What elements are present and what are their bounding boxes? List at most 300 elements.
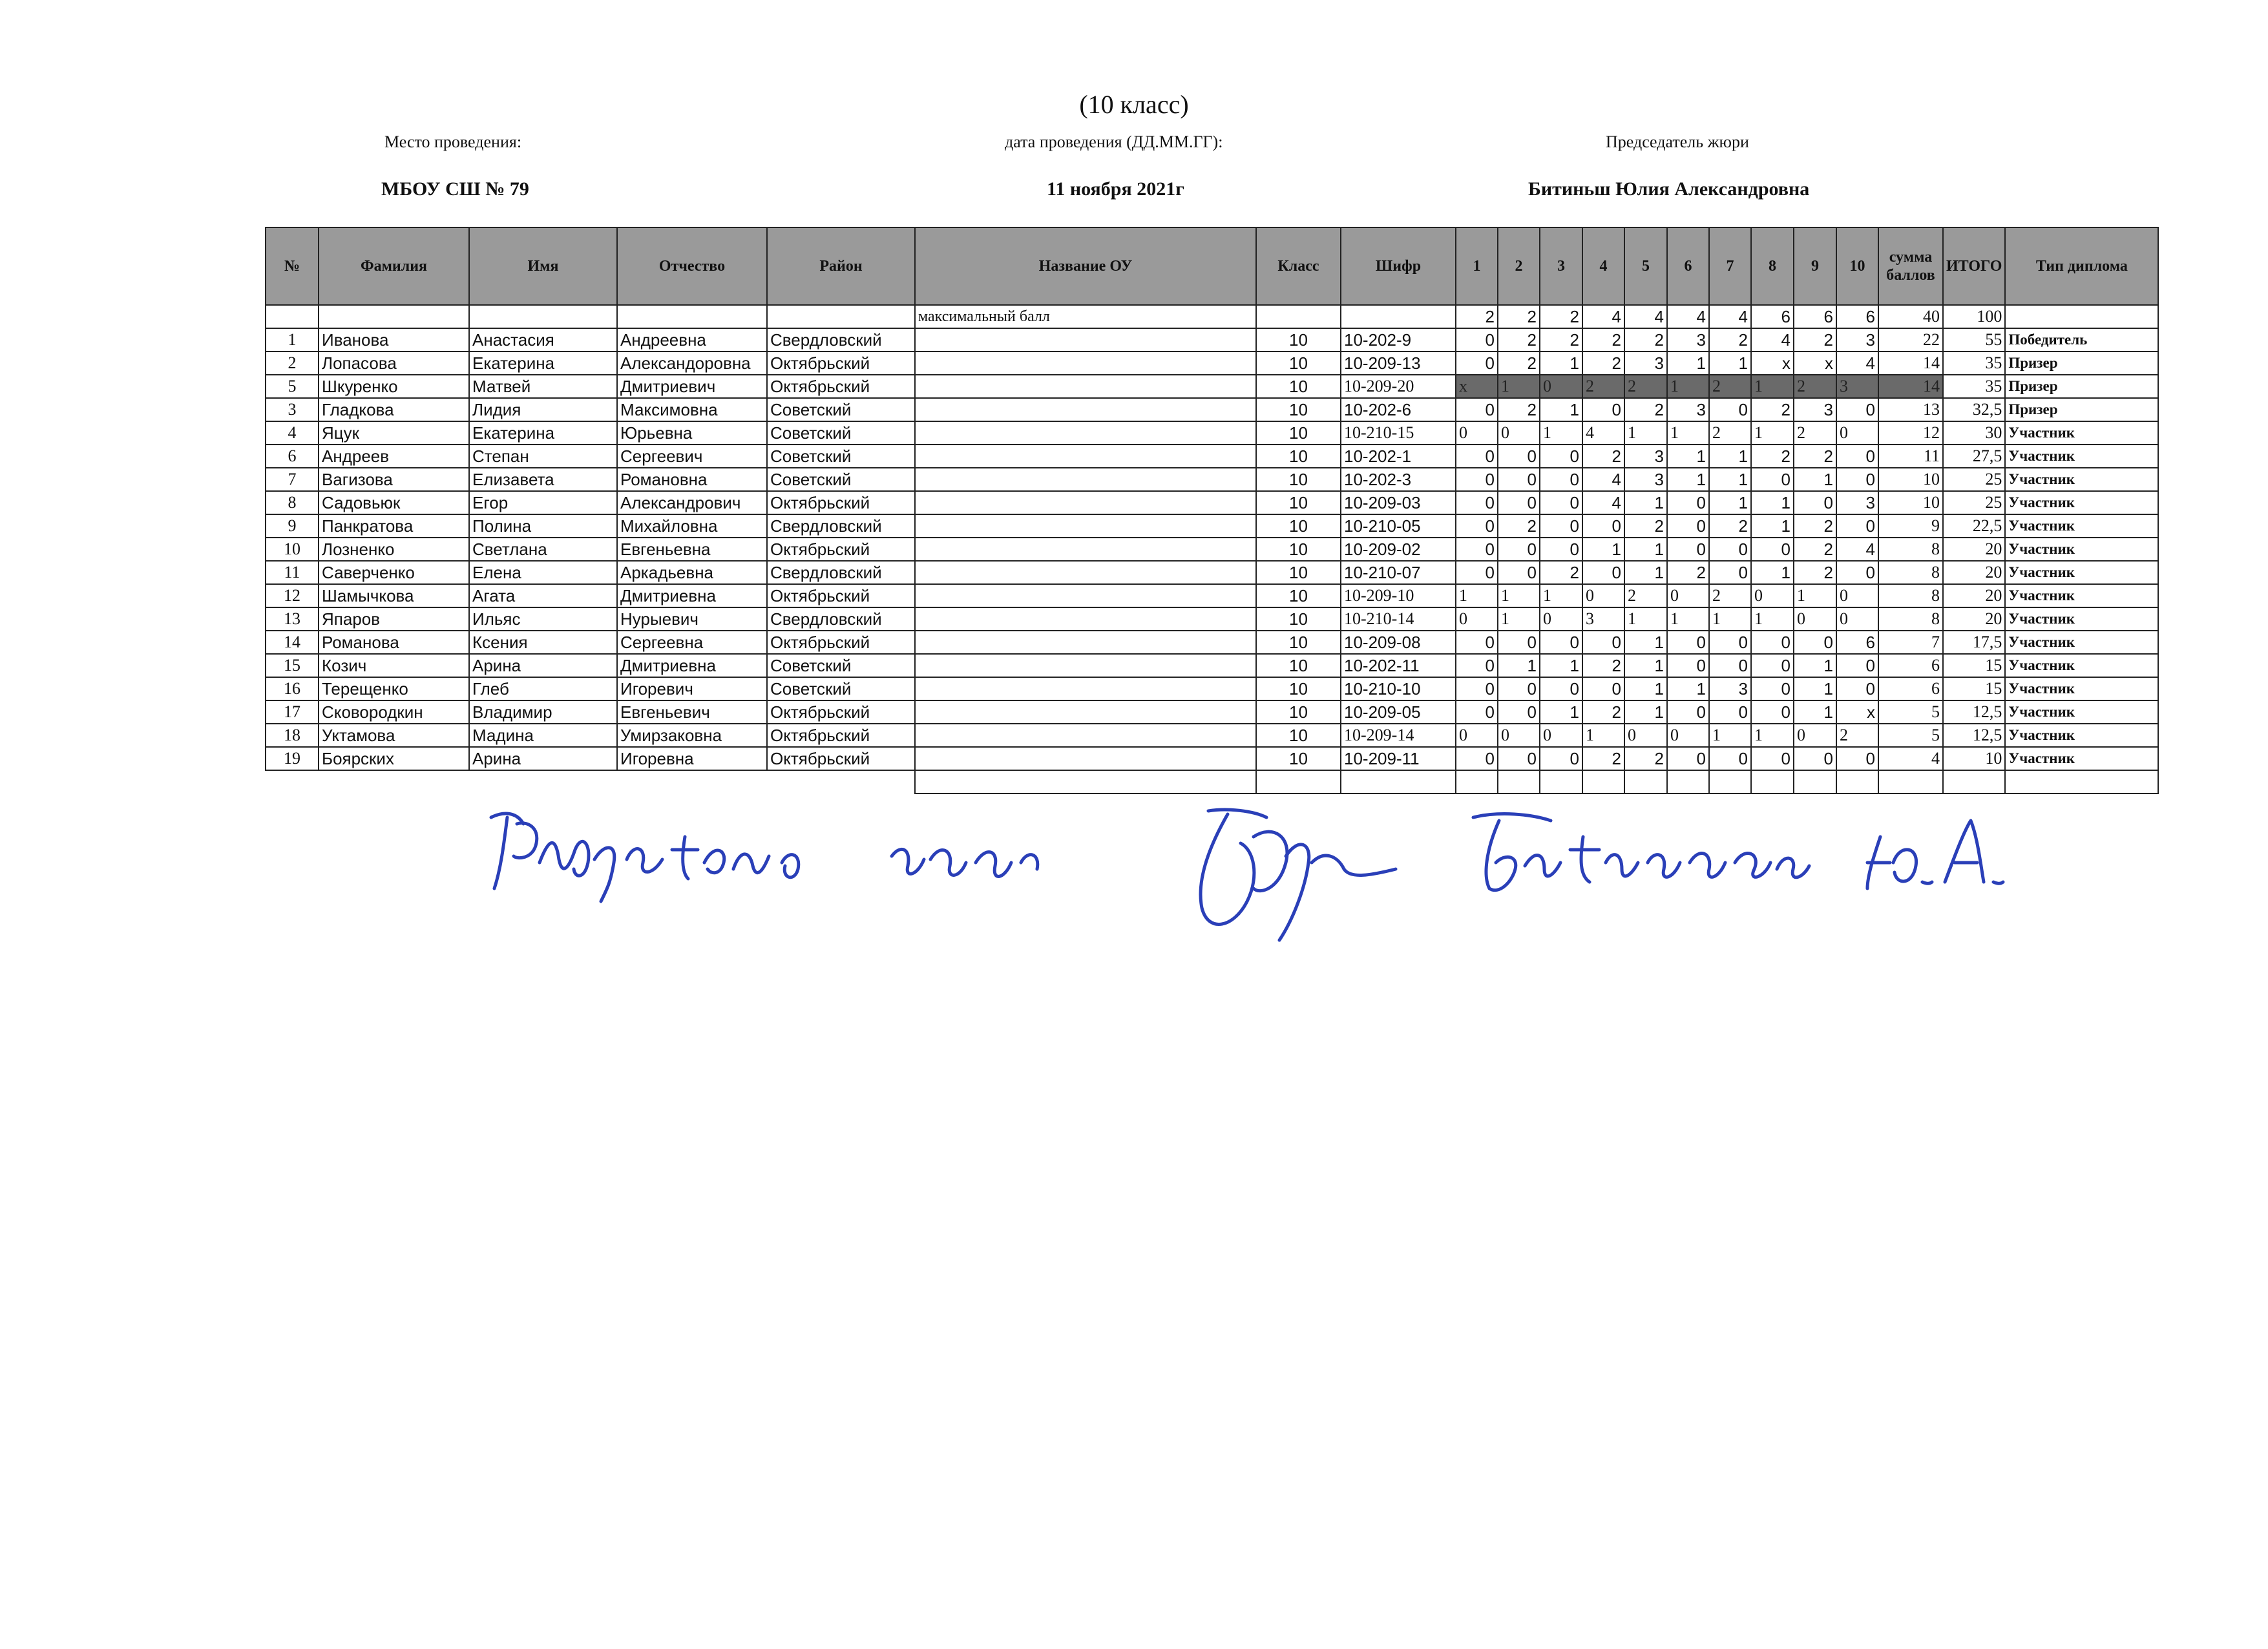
diploma-cell: Участник [2005,421,2158,445]
score-cell: 1 [1667,375,1709,398]
patronymic-cell: Максимовна [617,398,767,421]
score-cell: 2 [1498,328,1540,352]
column-header: Район [767,227,915,305]
score-cell: 0 [1667,514,1709,538]
column-header: Фамилия [319,227,469,305]
total-cell: 30 [1943,421,2005,445]
diploma-cell: Участник [2005,584,2158,607]
total-cell: 25 [1943,491,2005,514]
date-label: дата проведения (ДД.ММ.ГГ): [1005,132,1223,151]
total-cell: 20 [1943,584,2005,607]
blank-cell [469,770,617,793]
sum-cell: 14 [1878,352,1943,375]
score-cell: 4 [1751,328,1794,352]
patronymic-cell: Игоревна [617,747,767,770]
name-cell: Светлана [469,538,617,561]
score-cell: 1 [1498,375,1540,398]
grade-cell: 10 [1256,561,1341,584]
score-cell: 0 [1836,747,1878,770]
school-cell [915,677,1256,700]
score-cell: 2 [1667,561,1709,584]
score-cell: 0 [1667,491,1709,514]
score-cell: 4 [1582,421,1624,445]
column-header: 10 [1836,227,1878,305]
diploma-cell: Участник [2005,491,2158,514]
score-cell: 3 [1624,445,1667,468]
score-cell: 0 [1456,747,1498,770]
score-cell: 2 [1540,328,1582,352]
code-cell: 10-209-20 [1341,375,1456,398]
score-cell: 0 [1751,584,1794,607]
score-cell: 1 [1498,607,1540,631]
table-row [266,445,2158,468]
score-cell: 2 [1794,375,1836,398]
surname-cell: Шкуренко [319,375,469,398]
diploma-cell: Участник [2005,631,2158,654]
table-row [266,584,2158,607]
row-number: 5 [266,375,319,398]
table-header-row [266,227,2158,305]
score-cell: 0 [1540,631,1582,654]
school-cell [915,491,1256,514]
score-cell: 3 [1624,468,1667,491]
column-header: ИТОГО [1943,227,2005,305]
score-cell: 0 [1794,747,1836,770]
score-cell: 0 [1751,747,1794,770]
max-score-cell: 6 [1836,305,1878,328]
score-cell: 0 [1498,561,1540,584]
score-cell: 3 [1624,352,1667,375]
total-cell: 27,5 [1943,445,2005,468]
signature [478,798,2029,947]
score-cell: 0 [1498,491,1540,514]
score-cell: 2 [1582,445,1624,468]
grade-cell: 10 [1256,584,1341,607]
total-cell: 32,5 [1943,398,2005,421]
sum-cell: 8 [1878,584,1943,607]
surname-cell: Иванова [319,328,469,352]
table-row [266,561,2158,584]
score-cell: 2 [1498,352,1540,375]
total-cell: 17,5 [1943,631,2005,654]
score-cell: 1 [1667,468,1709,491]
score-cell: 2 [1582,352,1624,375]
score-cell: 1 [1709,491,1751,514]
score-cell: 0 [1836,584,1878,607]
max-total-cell: 100 [1943,305,2005,328]
score-cell: 1 [1624,607,1667,631]
district-cell: Советский [767,468,915,491]
patronymic-cell: Сергеевич [617,445,767,468]
score-cell: 0 [1456,491,1498,514]
column-header: 3 [1540,227,1582,305]
patronymic-cell: Андреевна [617,328,767,352]
score-cell: 3 [1667,328,1709,352]
row-number: 13 [266,607,319,631]
code-cell: 10-209-08 [1341,631,1456,654]
empty-cell [1582,770,1624,793]
column-header: 4 [1582,227,1624,305]
score-cell: 1 [1582,724,1624,747]
score-cell: 0 [1794,631,1836,654]
column-header: Имя [469,227,617,305]
grade-cell: 10 [1256,328,1341,352]
score-cell: 3 [1836,491,1878,514]
score-cell: 0 [1709,631,1751,654]
sum-cell: 13 [1878,398,1943,421]
score-cell: 2 [1624,747,1667,770]
patronymic-cell: Дмитриевна [617,654,767,677]
grade-cell: 10 [1256,491,1341,514]
score-cell: 0 [1836,561,1878,584]
code-cell: 10-202-11 [1341,654,1456,677]
column-header: 8 [1751,227,1794,305]
empty-cell [319,305,469,328]
name-cell: Арина [469,654,617,677]
code-cell: 10-202-9 [1341,328,1456,352]
results-table [265,227,2159,794]
blank-cell [617,770,767,793]
surname-cell: Андреев [319,445,469,468]
patronymic-cell: Нурыевич [617,607,767,631]
score-cell: 1 [1709,724,1751,747]
score-cell: 3 [1582,607,1624,631]
score-cell: 3 [1709,677,1751,700]
district-cell: Свердловский [767,514,915,538]
diploma-cell: Участник [2005,654,2158,677]
score-cell: 2 [1751,398,1794,421]
school-cell [915,724,1256,747]
score-cell: 0 [1456,700,1498,724]
score-cell: 0 [1709,747,1751,770]
score-cell: 1 [1540,352,1582,375]
code-cell: 10-209-03 [1341,491,1456,514]
score-cell: 0 [1456,398,1498,421]
grade-cell: 10 [1256,468,1341,491]
table-row [266,654,2158,677]
code-cell: 10-202-3 [1341,468,1456,491]
score-cell: 0 [1540,607,1582,631]
score-cell: 1 [1751,421,1794,445]
diploma-cell: Участник [2005,514,2158,538]
score-cell: 2 [1498,398,1540,421]
sum-cell: 5 [1878,724,1943,747]
score-cell: 0 [1540,514,1582,538]
score-cell: 2 [1582,328,1624,352]
code-cell: 10-210-15 [1341,421,1456,445]
sum-cell: 8 [1878,561,1943,584]
score-cell: 1 [1624,421,1667,445]
column-header: № [266,227,319,305]
score-cell: 0 [1456,607,1498,631]
total-cell: 20 [1943,561,2005,584]
table-body [266,305,2158,793]
grade-cell: 10 [1256,607,1341,631]
empty-cell [915,770,1256,793]
score-cell: 0 [1456,724,1498,747]
score-cell: 0 [1498,700,1540,724]
empty-cell [1341,770,1456,793]
grade-cell: 10 [1256,700,1341,724]
score-cell: 4 [1582,468,1624,491]
table-row [266,375,2158,398]
score-cell: 0 [1709,654,1751,677]
score-cell: 2 [1624,584,1667,607]
sum-cell: 7 [1878,631,1943,654]
score-cell: 0 [1751,700,1794,724]
max-sum-cell: 40 [1878,305,1943,328]
row-number: 6 [266,445,319,468]
score-cell: 3 [1836,375,1878,398]
patronymic-cell: Романовна [617,468,767,491]
code-cell: 10-209-02 [1341,538,1456,561]
name-cell: Елена [469,561,617,584]
max-score-cell: 4 [1582,305,1624,328]
score-cell: 0 [1582,398,1624,421]
grade-cell: 10 [1256,677,1341,700]
score-cell: 0 [1751,468,1794,491]
score-cell: 2 [1709,375,1751,398]
empty-cell [1878,770,1943,793]
score-cell: 1 [1751,514,1794,538]
district-cell: Советский [767,445,915,468]
score-cell: 1 [1667,421,1709,445]
score-cell: 0 [1540,375,1582,398]
surname-cell: Лопасова [319,352,469,375]
surname-cell: Уктамова [319,724,469,747]
score-cell: 4 [1836,538,1878,561]
score-cell: 1 [1624,654,1667,677]
school-cell [915,700,1256,724]
total-cell: 22,5 [1943,514,2005,538]
empty-cell [1709,770,1751,793]
score-cell: 0 [1667,724,1709,747]
score-cell: 0 [1751,677,1794,700]
score-cell: 0 [1667,654,1709,677]
table-row [266,514,2158,538]
row-number: 15 [266,654,319,677]
column-header: Отчество [617,227,767,305]
score-cell: 0 [1456,538,1498,561]
patronymic-cell: Евгеньевна [617,538,767,561]
patronymic-cell: Сергеевна [617,631,767,654]
diploma-cell: Участник [2005,607,2158,631]
district-cell: Советский [767,421,915,445]
table-row [266,491,2158,514]
row-number: 9 [266,514,319,538]
score-cell: x [1456,375,1498,398]
score-cell: 0 [1456,468,1498,491]
score-cell: 1 [1794,677,1836,700]
score-cell: 1 [1709,445,1751,468]
sum-cell: 6 [1878,654,1943,677]
name-cell: Арина [469,747,617,770]
score-cell: 0 [1624,724,1667,747]
sum-cell: 9 [1878,514,1943,538]
max-score-cell: 4 [1667,305,1709,328]
score-cell: x [1751,352,1794,375]
grade-cell: 10 [1256,631,1341,654]
empty-cell [767,305,915,328]
diploma-cell: Призер [2005,352,2158,375]
school-cell [915,328,1256,352]
school-cell [915,468,1256,491]
score-cell: x [1794,352,1836,375]
surname-cell: Лозненко [319,538,469,561]
surname-cell: Вагизова [319,468,469,491]
total-cell: 10 [1943,747,2005,770]
score-cell: 0 [1456,654,1498,677]
code-cell: 10-210-07 [1341,561,1456,584]
score-cell: 0 [1667,631,1709,654]
table-row [266,700,2158,724]
school-cell [915,421,1256,445]
grade-cell: 10 [1256,398,1341,421]
surname-cell: Яцук [319,421,469,445]
patronymic-cell: Аркадьевна [617,561,767,584]
name-cell: Агата [469,584,617,607]
surname-cell: Козич [319,654,469,677]
score-cell: 0 [1540,445,1582,468]
diploma-cell: Участник [2005,724,2158,747]
surname-cell: Гладкова [319,398,469,421]
score-cell: 0 [1456,631,1498,654]
district-cell: Октябрьский [767,747,915,770]
row-number: 4 [266,421,319,445]
score-cell: 4 [1836,352,1878,375]
score-cell: 1 [1624,538,1667,561]
district-cell: Октябрьский [767,724,915,747]
school-cell [915,538,1256,561]
score-cell: 0 [1456,514,1498,538]
patronymic-cell: Игоревич [617,677,767,700]
row-number: 19 [266,747,319,770]
score-cell: 1 [1794,654,1836,677]
surname-cell: Садовьюк [319,491,469,514]
sum-cell: 6 [1878,677,1943,700]
name-cell: Екатерина [469,421,617,445]
empty-cell [469,305,617,328]
score-cell: 1 [1540,421,1582,445]
code-cell: 10-202-6 [1341,398,1456,421]
name-cell: Ильяс [469,607,617,631]
total-cell: 12,5 [1943,700,2005,724]
score-cell: 1 [1540,654,1582,677]
district-cell: Свердловский [767,607,915,631]
row-number: 3 [266,398,319,421]
grade-cell: 10 [1256,747,1341,770]
column-header: Класс [1256,227,1341,305]
name-cell: Ксения [469,631,617,654]
diploma-cell: Победитель [2005,328,2158,352]
code-cell: 10-209-05 [1341,700,1456,724]
score-cell: 0 [1709,561,1751,584]
sum-cell: 11 [1878,445,1943,468]
code-cell: 10-209-10 [1341,584,1456,607]
row-number: 2 [266,352,319,375]
score-cell: 0 [1667,747,1709,770]
district-cell: Октябрьский [767,631,915,654]
score-cell: 1 [1540,700,1582,724]
score-cell: 0 [1498,631,1540,654]
score-cell: 0 [1667,700,1709,724]
score-cell: 1 [1624,491,1667,514]
score-cell: 0 [1498,538,1540,561]
chair-label: Председатель жюри [1606,132,1749,151]
school-cell [915,352,1256,375]
score-cell: 1 [1624,631,1667,654]
score-cell: 1 [1540,584,1582,607]
score-cell: 2 [1794,445,1836,468]
score-cell: 1 [1498,654,1540,677]
max-score-cell: 2 [1540,305,1582,328]
score-cell: 0 [1582,677,1624,700]
district-cell: Советский [767,398,915,421]
row-number: 7 [266,468,319,491]
score-cell: 0 [1667,584,1709,607]
score-cell: 1 [1540,398,1582,421]
sum-cell: 22 [1878,328,1943,352]
score-cell: 0 [1794,724,1836,747]
school-cell [915,398,1256,421]
score-cell: 2 [1624,328,1667,352]
score-cell: 2 [1582,700,1624,724]
score-cell: 1 [1667,607,1709,631]
score-cell: 2 [1624,375,1667,398]
score-cell: 2 [1709,584,1751,607]
sum-cell: 10 [1878,468,1943,491]
name-cell: Егор [469,491,617,514]
score-cell: 6 [1836,631,1878,654]
code-cell: 10-210-10 [1341,677,1456,700]
sum-cell: 8 [1878,538,1943,561]
score-cell: 0 [1751,654,1794,677]
row-number: 14 [266,631,319,654]
table-row [266,607,2158,631]
name-cell: Матвей [469,375,617,398]
score-cell: 0 [1582,631,1624,654]
patronymic-cell: Умирзаковна [617,724,767,747]
name-cell: Анастасия [469,328,617,352]
score-cell: 0 [1456,677,1498,700]
school-cell [915,631,1256,654]
score-cell: 2 [1836,724,1878,747]
max-score-cell: 6 [1794,305,1836,328]
score-cell: 0 [1794,607,1836,631]
column-header: сумма баллов [1878,227,1943,305]
district-cell: Октябрьский [767,352,915,375]
score-cell: 0 [1456,328,1498,352]
empty-cell [2005,770,2158,793]
score-cell: 0 [1751,631,1794,654]
column-header: 1 [1456,227,1498,305]
score-cell: 0 [1456,561,1498,584]
patronymic-cell: Александрович [617,491,767,514]
patronymic-cell: Александоровна [617,352,767,375]
sum-cell: 8 [1878,607,1943,631]
score-cell: 0 [1498,421,1540,445]
score-cell: 1 [1498,584,1540,607]
score-cell: 0 [1582,514,1624,538]
score-cell: 2 [1794,561,1836,584]
empty-cell [1498,770,1540,793]
grade-cell: 10 [1256,654,1341,677]
score-cell: 1 [1456,584,1498,607]
name-cell: Глеб [469,677,617,700]
table-row [266,398,2158,421]
district-cell: Советский [767,677,915,700]
empty-cell [266,305,319,328]
